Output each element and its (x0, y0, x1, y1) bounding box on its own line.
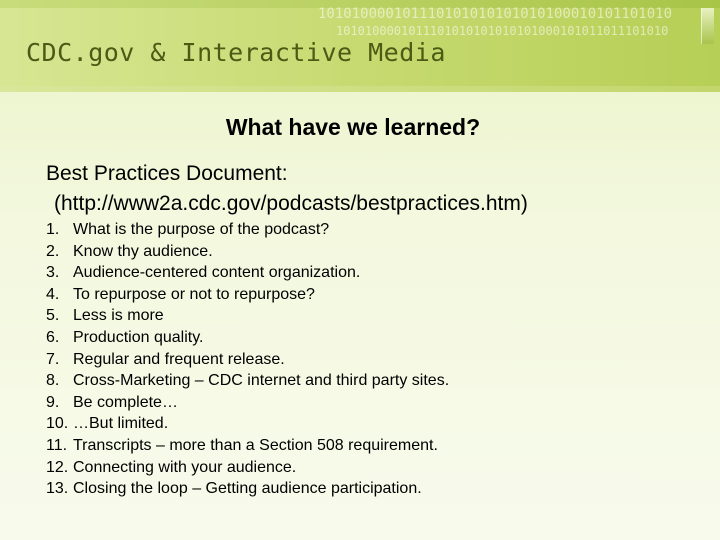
item-text: Connecting with your audience. (73, 458, 297, 476)
item-number: 7. (46, 350, 60, 368)
item-number: 13. (46, 480, 69, 498)
header-banner (0, 0, 720, 92)
item-number: 4. (46, 285, 60, 303)
list-item (46, 284, 449, 306)
document-url: (http://www2a.cdc.gov/podcasts/bestpractices.htm) (54, 192, 528, 215)
item-text: Audience-centered content organization. (73, 264, 361, 282)
item-number: 9. (46, 393, 60, 411)
item-text: Cross-Marketing – CDC internet and third party sites. (73, 372, 450, 390)
item-number: 1. (46, 221, 60, 238)
item-text: Transcripts – more than a Section 508 requirement. (73, 436, 438, 454)
item-number: 5. (46, 307, 60, 325)
list-item (46, 305, 449, 327)
list-item (46, 457, 449, 479)
list-item (46, 413, 449, 435)
item-number: 3. (46, 264, 60, 282)
slide-title: What have we learned? (225, 114, 481, 140)
list-item (46, 392, 449, 414)
list-item (46, 478, 449, 500)
item-number: 11. (46, 436, 68, 454)
list-item (46, 327, 449, 349)
best-practices-list (46, 219, 449, 500)
item-text: Be complete… (73, 393, 178, 411)
binary-pattern-bottom: 1010100001011101010101010101000101011011101010 (336, 24, 669, 38)
list-item (46, 241, 449, 263)
list-item (46, 435, 449, 457)
item-text: Less is more (73, 307, 164, 325)
banner-title: CDC.gov & Interactive Media (26, 38, 446, 67)
item-number: 12. (46, 458, 69, 476)
list-item (46, 262, 449, 284)
binary-pattern-top: 101010000101110101010101010100010101101010 (318, 6, 673, 22)
list-item (46, 370, 449, 392)
item-text: Know thy audience. (73, 242, 213, 260)
item-text: Production quality. (73, 328, 204, 346)
item-number: 10. (46, 415, 69, 433)
banner-bottom-band (0, 86, 720, 92)
document-label: Best Practices Document: (46, 162, 288, 185)
item-number: 8. (46, 372, 60, 390)
item-text: What is the purpose of the podcast? (73, 221, 330, 238)
item-text: Closing the loop – Getting audience participation. (73, 480, 422, 498)
item-text: To repurpose or not to repurpose? (73, 285, 315, 303)
list-item (46, 349, 449, 371)
corner-decoration (701, 8, 714, 44)
item-number: 6. (46, 328, 60, 346)
item-text: Regular and frequent release. (73, 350, 285, 368)
item-number: 2. (46, 242, 60, 260)
list-item (46, 219, 449, 241)
item-text: …But limited. (73, 415, 169, 433)
